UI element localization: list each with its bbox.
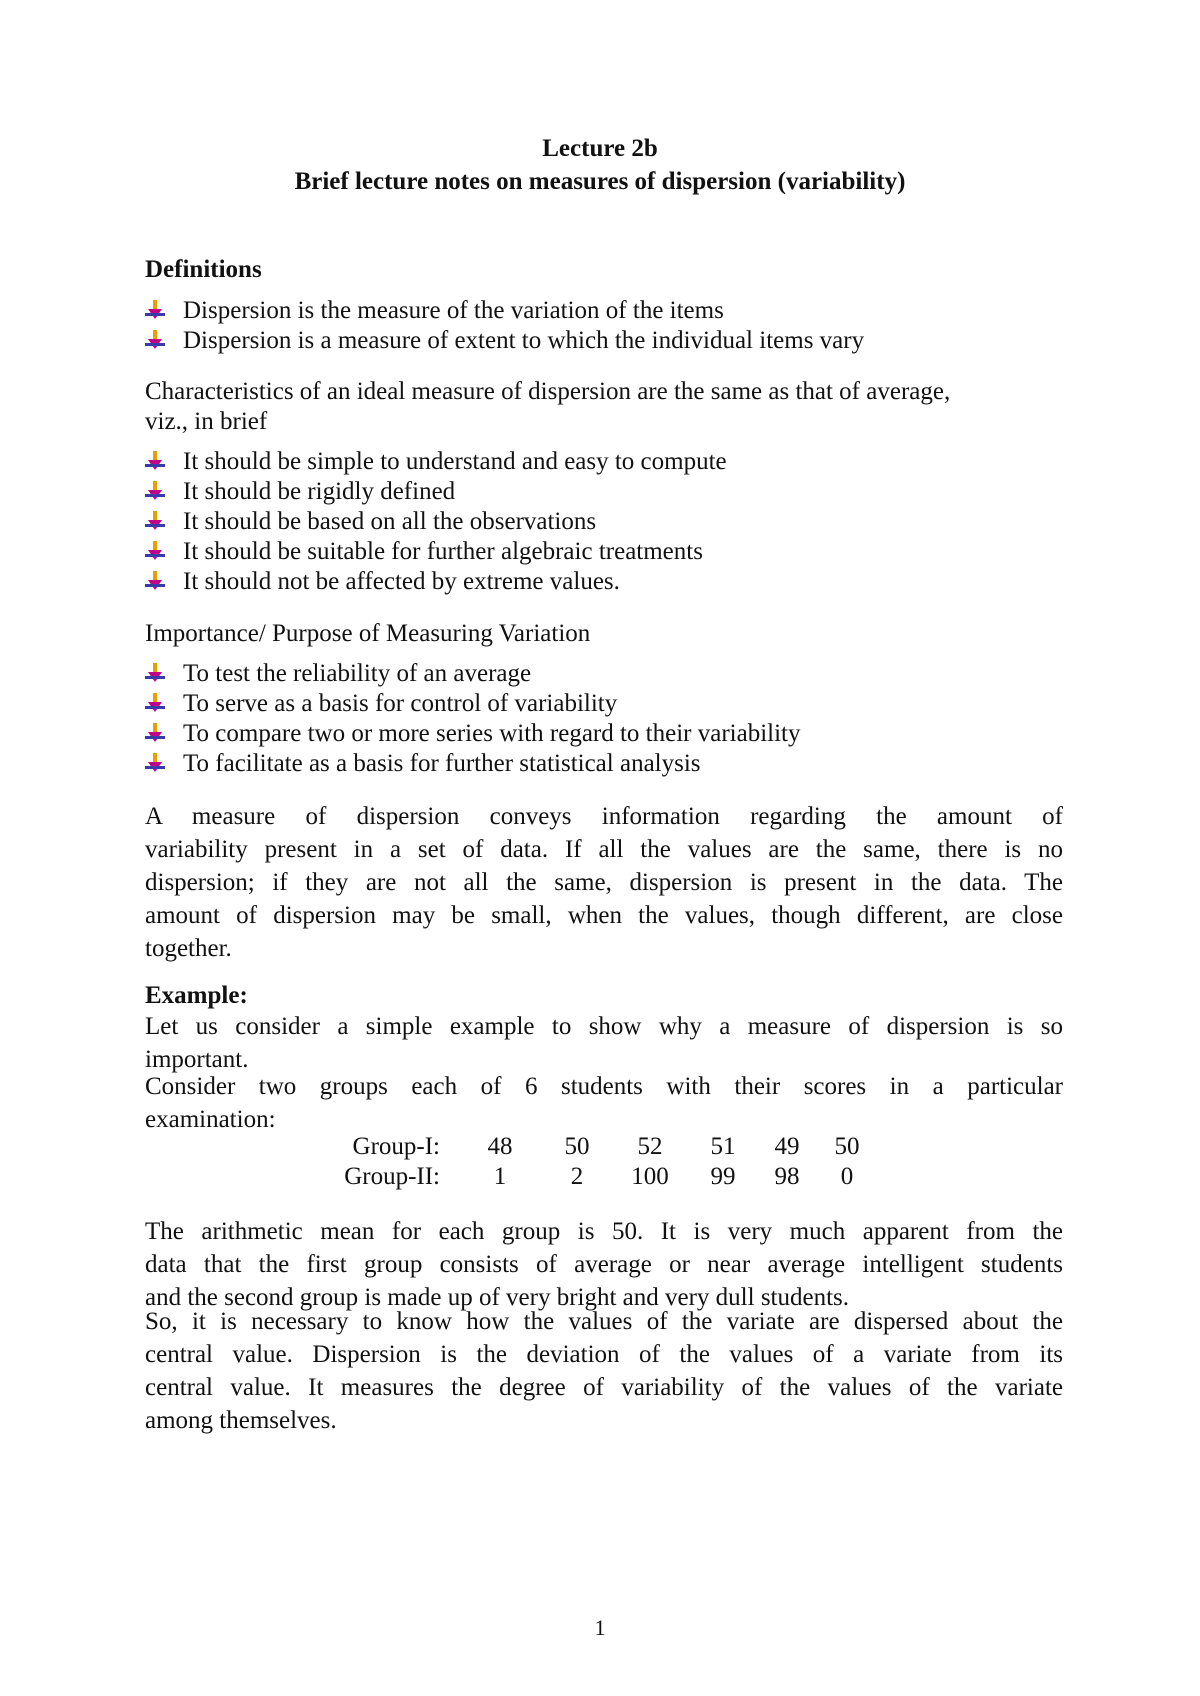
down-arrow-bullet-icon	[145, 330, 165, 352]
document-subtitle: Brief lecture notes on measures of dispersion (variability)	[294, 168, 906, 195]
list-item-text: To serve as a basis for control of variability	[183, 690, 618, 717]
down-arrow-bullet-icon	[145, 481, 165, 503]
example-heading: Example:	[145, 982, 248, 1009]
importance-heading: Importance/ Purpose of Measuring Variation	[145, 620, 591, 647]
characteristics-intro-line1: Characteristics of an ideal measure of dispersion are the same as that of average,	[145, 378, 951, 405]
list-item-text: Dispersion is a measure of extent to which the individual items vary	[183, 327, 865, 354]
list-item-text: Dispersion is the measure of the variation of the items	[183, 297, 724, 324]
paragraph-line: central value. It measures the degree of variability of the values of the variate	[145, 1374, 1063, 1401]
paragraph-dispersion-info	[145, 800, 1063, 965]
list-item-text: To test the reliability of an average	[183, 660, 532, 687]
score-cell: 51	[710, 1133, 736, 1160]
paragraph-line: Consider two groups each of 6 students with their scores in a particular	[145, 1073, 1063, 1100]
score-cell: 100	[631, 1163, 669, 1190]
list-item-text: It should be suitable for further algebraic treatments	[183, 538, 703, 565]
score-cell: 98	[774, 1163, 800, 1190]
page-number: 1	[594, 1615, 606, 1640]
paragraph-arithmetic-mean	[145, 1215, 1063, 1314]
score-cell: 52	[637, 1133, 663, 1160]
group-label: Group-II:	[344, 1163, 440, 1190]
paragraph-dispersion-deviation	[145, 1305, 1063, 1437]
table-row-group-1	[320, 1133, 920, 1163]
list-item-text: To compare two or more series with regard to their variability	[183, 720, 801, 747]
list-item-text: It should be simple to understand and easy to compute	[183, 448, 727, 475]
score-cell: 2	[570, 1163, 584, 1190]
score-cell: 49	[774, 1133, 800, 1160]
paragraph-example-groups	[145, 1070, 1063, 1136]
paragraph-example-intro	[145, 1010, 1063, 1076]
down-arrow-bullet-icon	[145, 541, 165, 563]
group-label: Group-I:	[352, 1133, 440, 1160]
paragraph-line: examination:	[145, 1106, 276, 1133]
paragraph-line: variability present in a set of data. If all the values are the same, there is no	[145, 836, 1063, 863]
definitions-heading: Definitions	[145, 256, 262, 283]
down-arrow-bullet-icon	[145, 300, 165, 322]
down-arrow-bullet-icon	[145, 693, 165, 715]
paragraph-line: amount of dispersion may be small, when the values, though different, are close	[145, 902, 1063, 929]
paragraph-line: central value. Dispersion is the deviation of the values of a variate from its	[145, 1341, 1063, 1368]
down-arrow-bullet-icon	[145, 511, 165, 533]
document-title: Lecture 2b	[542, 135, 658, 162]
list-item-text: It should be based on all the observations	[183, 508, 597, 535]
score-cell: 48	[487, 1133, 513, 1160]
paragraph-line: together.	[145, 935, 232, 962]
paragraph-line: A measure of dispersion conveys information regarding the amount of	[145, 803, 1063, 830]
score-cell: 99	[710, 1163, 736, 1190]
paragraph-line: dispersion; if they are not all the same, dispersion is present in the data. The	[145, 869, 1063, 896]
down-arrow-bullet-icon	[145, 753, 165, 775]
down-arrow-bullet-icon	[145, 663, 165, 685]
score-cell: 1	[493, 1163, 507, 1190]
score-cell: 50	[564, 1133, 590, 1160]
paragraph-line: among themselves.	[145, 1407, 337, 1434]
paragraph-line: Let us consider a simple example to show why a measure of dispersion is so	[145, 1013, 1063, 1040]
score-cell: 0	[840, 1163, 854, 1190]
down-arrow-bullet-icon	[145, 451, 165, 473]
characteristics-intro-line2: viz., in brief	[145, 408, 268, 435]
list-item-text: It should not be affected by extreme values.	[183, 568, 620, 595]
paragraph-line: and the second group is made up of very bright and very dull students.	[145, 1284, 850, 1311]
list-item-text: To facilitate as a basis for further statistical analysis	[183, 750, 701, 777]
paragraph-line: data that the first group consists of average or near average intelligent students	[145, 1251, 1063, 1278]
score-cell: 50	[834, 1133, 860, 1160]
down-arrow-bullet-icon	[145, 723, 165, 745]
down-arrow-bullet-icon	[145, 571, 165, 593]
list-item-text: It should be rigidly defined	[183, 478, 456, 505]
paragraph-line: important.	[145, 1046, 249, 1073]
paragraph-line: The arithmetic mean for each group is 50. It is very much apparent from the	[145, 1218, 1063, 1245]
table-row-group-2	[320, 1163, 920, 1193]
paragraph-line: So, it is necessary to know how the values of the variate are dispersed about the	[145, 1308, 1063, 1335]
